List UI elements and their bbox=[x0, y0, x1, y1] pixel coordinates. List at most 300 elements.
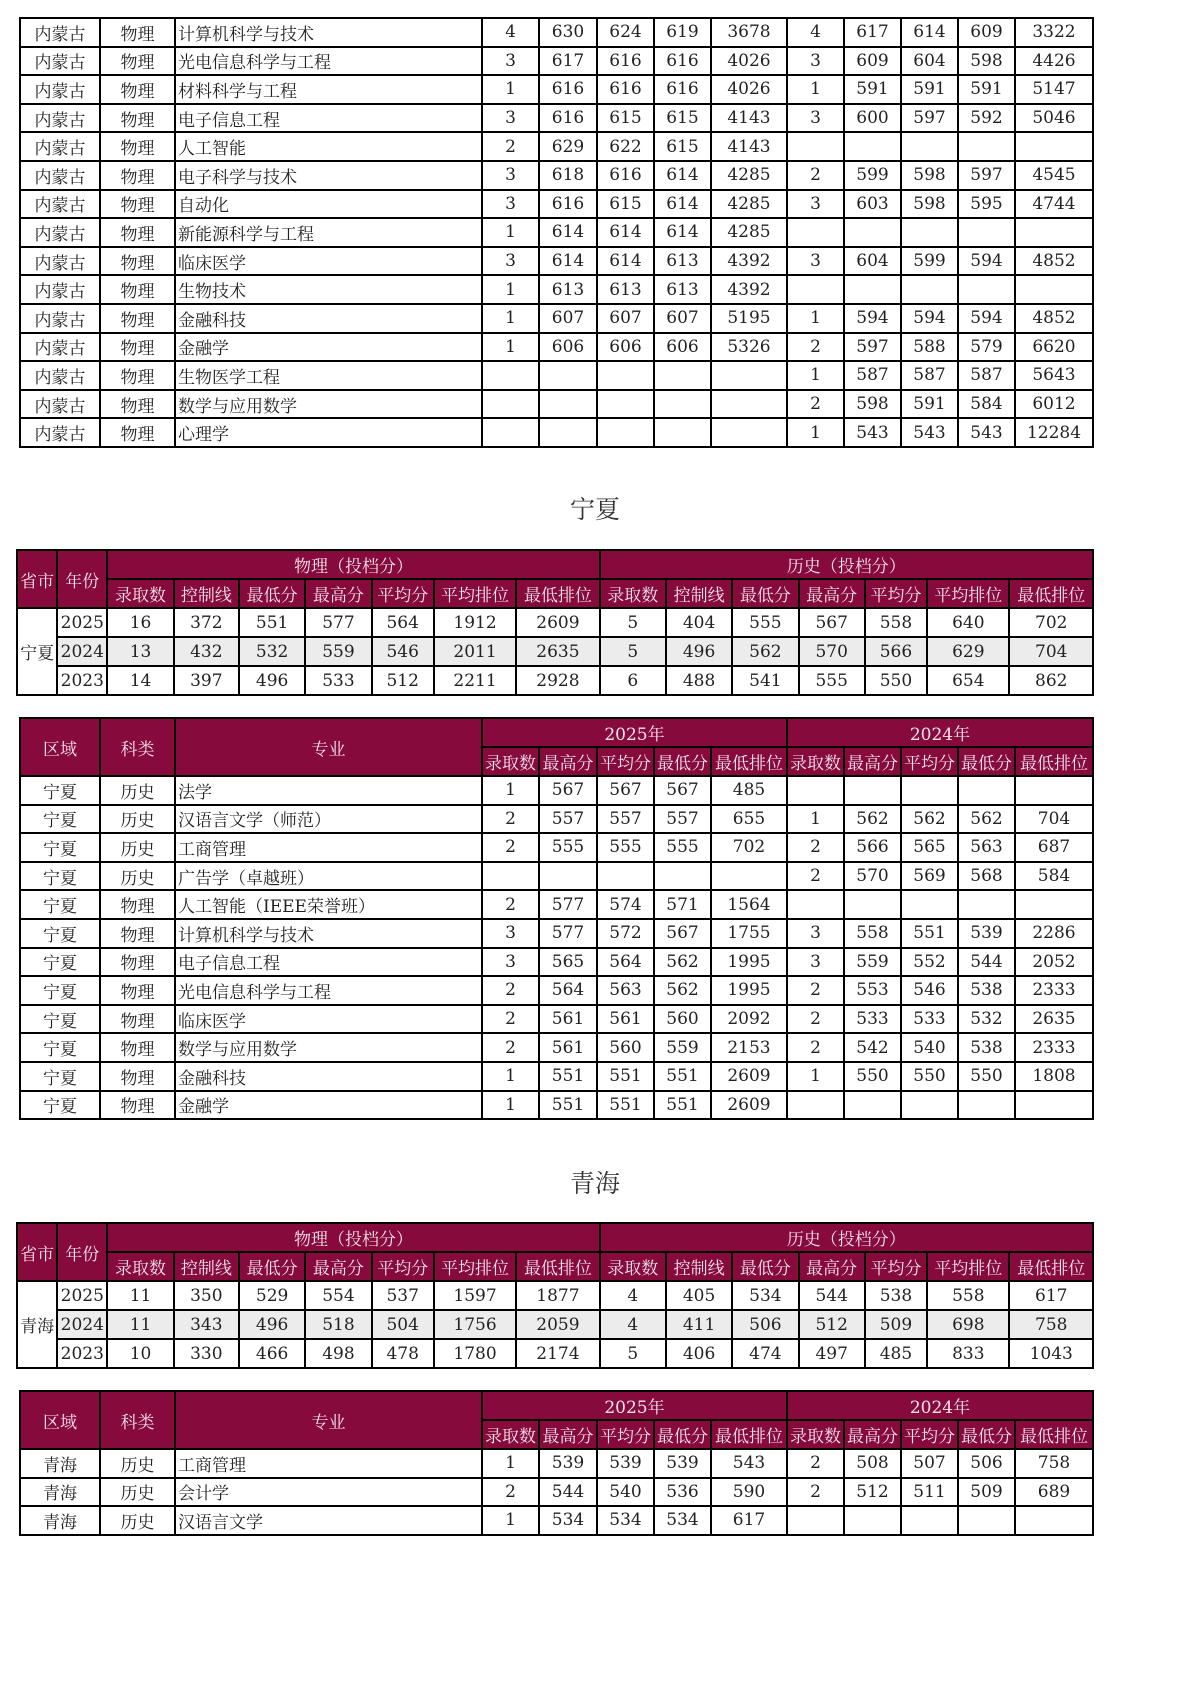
history-value-cell: 562 bbox=[732, 637, 798, 666]
category-cell: 物理 bbox=[100, 1033, 175, 1062]
header-region: 区域 bbox=[20, 1391, 100, 1449]
value-cell: 2 bbox=[482, 132, 539, 161]
value-cell: 574 bbox=[597, 890, 654, 919]
value-cell: 562 bbox=[958, 805, 1015, 834]
major-cell: 电子科学与技术 bbox=[175, 161, 482, 190]
value-cell: 1 bbox=[482, 333, 539, 362]
value-cell bbox=[901, 132, 958, 161]
value-cell: 2 bbox=[482, 833, 539, 862]
major-cell: 汉语言文学 bbox=[175, 1506, 482, 1535]
value-cell: 555 bbox=[654, 833, 711, 862]
value-cell: 2 bbox=[787, 333, 844, 362]
physics-value-cell: 1912 bbox=[434, 608, 516, 637]
category-cell: 物理 bbox=[100, 132, 175, 161]
value-cell: 551 bbox=[597, 1091, 654, 1120]
table-row bbox=[20, 18, 1093, 47]
value-cell bbox=[844, 1506, 901, 1535]
value-cell bbox=[711, 862, 787, 891]
value-cell: 540 bbox=[597, 1478, 654, 1507]
subheader-cell: 录取数 bbox=[482, 747, 539, 776]
region-cell: 青海 bbox=[20, 1478, 100, 1507]
value-cell: 1 bbox=[482, 275, 539, 304]
value-cell bbox=[901, 1506, 958, 1535]
value-cell: 1 bbox=[482, 304, 539, 333]
value-cell: 539 bbox=[539, 1449, 597, 1478]
value-cell bbox=[844, 776, 901, 805]
value-cell: 558 bbox=[844, 919, 901, 948]
qinghai-summary-table bbox=[16, 1222, 1094, 1369]
value-cell: 616 bbox=[654, 75, 711, 104]
value-cell: 567 bbox=[654, 919, 711, 948]
value-cell: 594 bbox=[901, 304, 958, 333]
history-value-cell: 862 bbox=[1009, 666, 1093, 695]
value-cell bbox=[844, 132, 901, 161]
header-physics-group: 物理（投档分） bbox=[107, 550, 599, 579]
header-year: 年份 bbox=[57, 1223, 107, 1281]
category-cell: 历史 bbox=[100, 1478, 175, 1507]
ningxia-majors-table bbox=[19, 717, 1094, 1120]
subheader-cell: 最低分 bbox=[958, 1420, 1015, 1449]
value-cell: 4392 bbox=[711, 275, 787, 304]
table-row bbox=[17, 1310, 1093, 1339]
value-cell: 617 bbox=[711, 1506, 787, 1535]
value-cell: 597 bbox=[901, 104, 958, 133]
value-cell: 613 bbox=[654, 247, 711, 276]
history-value-cell: 704 bbox=[1009, 637, 1093, 666]
subheader-cell: 平均分 bbox=[372, 1252, 434, 1281]
year-cell: 2023 bbox=[57, 1339, 107, 1368]
value-cell bbox=[901, 275, 958, 304]
region-cell: 内蒙古 bbox=[20, 361, 100, 390]
region-cell: 宁夏 bbox=[20, 776, 100, 805]
value-cell: 607 bbox=[597, 304, 654, 333]
value-cell: 533 bbox=[901, 1005, 958, 1034]
value-cell: 551 bbox=[597, 1062, 654, 1091]
subheader-cell: 最低排位 bbox=[1009, 1252, 1093, 1281]
history-value-cell: 550 bbox=[865, 666, 927, 695]
value-cell: 587 bbox=[901, 361, 958, 390]
value-cell bbox=[958, 218, 1015, 247]
subheader-cell: 最低排位 bbox=[1015, 1420, 1093, 1449]
value-cell bbox=[597, 418, 654, 447]
table-row bbox=[17, 1281, 1093, 1310]
value-cell: 562 bbox=[901, 805, 958, 834]
value-cell: 607 bbox=[654, 304, 711, 333]
value-cell bbox=[844, 218, 901, 247]
history-value-cell: 566 bbox=[865, 637, 927, 666]
province-cell: 青海 bbox=[17, 1281, 57, 1368]
header-physics-group: 物理（投档分） bbox=[107, 1223, 599, 1252]
value-cell: 544 bbox=[539, 1478, 597, 1507]
value-cell: 594 bbox=[958, 247, 1015, 276]
value-cell: 567 bbox=[539, 776, 597, 805]
value-cell: 2092 bbox=[711, 1005, 787, 1034]
value-cell: 1 bbox=[482, 776, 539, 805]
category-cell: 物理 bbox=[100, 361, 175, 390]
value-cell bbox=[539, 361, 597, 390]
value-cell: 702 bbox=[711, 833, 787, 862]
major-cell: 材料科学与工程 bbox=[175, 75, 482, 104]
history-value-cell: 405 bbox=[666, 1281, 732, 1310]
physics-value-cell: 2609 bbox=[516, 608, 599, 637]
value-cell: 1 bbox=[482, 218, 539, 247]
value-cell: 539 bbox=[597, 1449, 654, 1478]
subheader-cell: 平均分 bbox=[597, 747, 654, 776]
value-cell: 607 bbox=[539, 304, 597, 333]
value-cell bbox=[654, 361, 711, 390]
category-cell: 物理 bbox=[100, 18, 175, 47]
value-cell: 512 bbox=[844, 1478, 901, 1507]
table-row bbox=[20, 1005, 1093, 1034]
major-cell: 人工智能 bbox=[175, 132, 482, 161]
major-cell: 工商管理 bbox=[175, 1449, 482, 1478]
value-cell: 5147 bbox=[1015, 75, 1093, 104]
value-cell: 3 bbox=[787, 190, 844, 219]
subheader-cell: 最低分 bbox=[958, 747, 1015, 776]
value-cell: 561 bbox=[597, 1005, 654, 1034]
value-cell: 3 bbox=[482, 47, 539, 76]
value-cell: 614 bbox=[901, 18, 958, 47]
history-value-cell: 629 bbox=[927, 637, 1009, 666]
region-cell: 青海 bbox=[20, 1506, 100, 1535]
value-cell: 2 bbox=[482, 1005, 539, 1034]
value-cell: 4 bbox=[787, 18, 844, 47]
region-cell: 内蒙古 bbox=[20, 132, 100, 161]
value-cell: 597 bbox=[958, 161, 1015, 190]
category-cell: 物理 bbox=[100, 1091, 175, 1120]
value-cell: 4285 bbox=[711, 218, 787, 247]
physics-value-cell: 466 bbox=[239, 1339, 305, 1368]
value-cell: 604 bbox=[844, 247, 901, 276]
history-value-cell: 833 bbox=[927, 1339, 1009, 1368]
value-cell bbox=[787, 218, 844, 247]
value-cell bbox=[958, 1091, 1015, 1120]
subheader-cell: 录取数 bbox=[787, 747, 844, 776]
value-cell: 629 bbox=[539, 132, 597, 161]
physics-value-cell: 16 bbox=[107, 608, 173, 637]
value-cell bbox=[901, 218, 958, 247]
history-value-cell: 404 bbox=[666, 608, 732, 637]
table-row bbox=[20, 75, 1093, 104]
history-value-cell: 411 bbox=[666, 1310, 732, 1339]
value-cell: 2609 bbox=[711, 1091, 787, 1120]
physics-value-cell: 496 bbox=[239, 666, 305, 695]
value-cell: 606 bbox=[539, 333, 597, 362]
value-cell: 542 bbox=[844, 1033, 901, 1062]
value-cell: 613 bbox=[539, 275, 597, 304]
subheader-cell: 平均分 bbox=[865, 1252, 927, 1281]
value-cell: 2 bbox=[787, 390, 844, 419]
header-region: 区域 bbox=[20, 718, 100, 776]
value-cell bbox=[539, 390, 597, 419]
category-cell: 物理 bbox=[100, 890, 175, 919]
value-cell: 603 bbox=[844, 190, 901, 219]
table-row bbox=[20, 1506, 1093, 1535]
value-cell: 5046 bbox=[1015, 104, 1093, 133]
category-cell: 历史 bbox=[100, 1449, 175, 1478]
value-cell: 550 bbox=[958, 1062, 1015, 1091]
value-cell: 534 bbox=[539, 1506, 597, 1535]
value-cell bbox=[711, 418, 787, 447]
major-cell: 金融科技 bbox=[175, 1062, 482, 1091]
subheader-cell: 录取数 bbox=[600, 579, 666, 608]
history-value-cell: 5 bbox=[600, 1339, 666, 1368]
value-cell: 687 bbox=[1015, 833, 1093, 862]
physics-value-cell: 1597 bbox=[434, 1281, 516, 1310]
physics-value-cell: 1877 bbox=[516, 1281, 599, 1310]
history-value-cell: 541 bbox=[732, 666, 798, 695]
header-category: 科类 bbox=[100, 718, 175, 776]
value-cell bbox=[1015, 132, 1093, 161]
value-cell: 609 bbox=[958, 18, 1015, 47]
value-cell: 600 bbox=[844, 104, 901, 133]
value-cell: 2 bbox=[482, 1033, 539, 1062]
major-cell: 新能源科学与工程 bbox=[175, 218, 482, 247]
history-value-cell: 570 bbox=[799, 637, 865, 666]
value-cell: 588 bbox=[901, 333, 958, 362]
header-year-2024: 2024年 bbox=[787, 718, 1093, 747]
table-row bbox=[20, 161, 1093, 190]
region-cell: 青海 bbox=[20, 1449, 100, 1478]
value-cell: 506 bbox=[958, 1449, 1015, 1478]
value-cell: 3 bbox=[482, 948, 539, 977]
subheader-cell: 控制线 bbox=[666, 1252, 732, 1281]
value-cell: 3 bbox=[482, 104, 539, 133]
value-cell: 563 bbox=[958, 833, 1015, 862]
value-cell: 2286 bbox=[1015, 919, 1093, 948]
subheader-cell: 控制线 bbox=[666, 579, 732, 608]
value-cell: 553 bbox=[844, 976, 901, 1005]
subheader-cell: 平均分 bbox=[901, 747, 958, 776]
physics-value-cell: 13 bbox=[107, 637, 173, 666]
value-cell bbox=[482, 390, 539, 419]
history-value-cell: 497 bbox=[799, 1339, 865, 1368]
value-cell bbox=[1015, 275, 1093, 304]
value-cell: 577 bbox=[539, 890, 597, 919]
value-cell bbox=[787, 132, 844, 161]
ningxia-summary-table bbox=[16, 549, 1094, 696]
value-cell: 4852 bbox=[1015, 247, 1093, 276]
table-row bbox=[20, 1062, 1093, 1091]
value-cell: 2 bbox=[787, 862, 844, 891]
value-cell: 534 bbox=[597, 1506, 654, 1535]
value-cell: 551 bbox=[654, 1062, 711, 1091]
value-cell: 615 bbox=[597, 190, 654, 219]
value-cell: 2609 bbox=[711, 1062, 787, 1091]
physics-value-cell: 533 bbox=[305, 666, 371, 695]
value-cell: 551 bbox=[901, 919, 958, 948]
table-row bbox=[17, 637, 1093, 666]
value-cell: 569 bbox=[901, 862, 958, 891]
value-cell: 1755 bbox=[711, 919, 787, 948]
year-cell: 2025 bbox=[57, 608, 107, 637]
category-cell: 历史 bbox=[100, 862, 175, 891]
subheader-cell: 最低排位 bbox=[711, 747, 787, 776]
value-cell bbox=[654, 418, 711, 447]
value-cell: 2 bbox=[482, 976, 539, 1005]
value-cell bbox=[597, 361, 654, 390]
history-value-cell: 488 bbox=[666, 666, 732, 695]
physics-value-cell: 504 bbox=[372, 1310, 434, 1339]
value-cell: 1 bbox=[482, 75, 539, 104]
table-row bbox=[20, 805, 1093, 834]
value-cell: 614 bbox=[539, 218, 597, 247]
major-cell: 生物医学工程 bbox=[175, 361, 482, 390]
value-cell bbox=[901, 776, 958, 805]
value-cell: 2333 bbox=[1015, 976, 1093, 1005]
physics-value-cell: 372 bbox=[174, 608, 239, 637]
subheader-cell: 最低排位 bbox=[1015, 747, 1093, 776]
physics-value-cell: 2928 bbox=[516, 666, 599, 695]
category-cell: 物理 bbox=[100, 919, 175, 948]
value-cell bbox=[844, 890, 901, 919]
table-row bbox=[20, 275, 1093, 304]
subheader-cell: 最低分 bbox=[239, 1252, 305, 1281]
value-cell: 591 bbox=[844, 75, 901, 104]
history-value-cell: 4 bbox=[600, 1281, 666, 1310]
value-cell: 591 bbox=[958, 75, 1015, 104]
history-value-cell: 555 bbox=[799, 666, 865, 695]
value-cell: 571 bbox=[654, 890, 711, 919]
subheader-cell: 最低分 bbox=[732, 579, 798, 608]
value-cell bbox=[482, 418, 539, 447]
value-cell: 584 bbox=[958, 390, 1015, 419]
value-cell bbox=[597, 862, 654, 891]
major-cell: 金融科技 bbox=[175, 304, 482, 333]
table-row bbox=[20, 361, 1093, 390]
table-row bbox=[20, 390, 1093, 419]
value-cell: 551 bbox=[539, 1091, 597, 1120]
table-row bbox=[20, 976, 1093, 1005]
header-history-group: 历史（投档分） bbox=[600, 550, 1093, 579]
table-row bbox=[20, 104, 1093, 133]
value-cell: 546 bbox=[901, 976, 958, 1005]
value-cell: 560 bbox=[597, 1033, 654, 1062]
physics-value-cell: 2174 bbox=[516, 1339, 599, 1368]
header-history-group: 历史（投档分） bbox=[600, 1223, 1093, 1252]
value-cell: 689 bbox=[1015, 1478, 1093, 1507]
history-value-cell: 698 bbox=[927, 1310, 1009, 1339]
value-cell: 4143 bbox=[711, 104, 787, 133]
subheader-cell: 最低分 bbox=[732, 1252, 798, 1281]
value-cell: 1 bbox=[482, 1091, 539, 1120]
physics-value-cell: 11 bbox=[107, 1281, 173, 1310]
category-cell: 物理 bbox=[100, 247, 175, 276]
value-cell: 560 bbox=[654, 1005, 711, 1034]
value-cell: 1 bbox=[787, 75, 844, 104]
value-cell: 565 bbox=[901, 833, 958, 862]
value-cell: 604 bbox=[901, 47, 958, 76]
physics-value-cell: 577 bbox=[305, 608, 371, 637]
subheader-cell: 最低排位 bbox=[1009, 579, 1093, 608]
value-cell: 550 bbox=[901, 1062, 958, 1091]
value-cell: 2 bbox=[787, 1478, 844, 1507]
region-cell: 内蒙古 bbox=[20, 275, 100, 304]
value-cell: 4 bbox=[482, 18, 539, 47]
value-cell: 543 bbox=[958, 418, 1015, 447]
value-cell: 598 bbox=[958, 47, 1015, 76]
history-value-cell: 567 bbox=[799, 608, 865, 637]
history-value-cell: 544 bbox=[799, 1281, 865, 1310]
value-cell bbox=[844, 275, 901, 304]
value-cell: 561 bbox=[539, 1005, 597, 1034]
value-cell: 5326 bbox=[711, 333, 787, 362]
value-cell: 618 bbox=[539, 161, 597, 190]
value-cell: 3 bbox=[787, 47, 844, 76]
history-value-cell: 512 bbox=[799, 1310, 865, 1339]
physics-value-cell: 11 bbox=[107, 1310, 173, 1339]
value-cell: 3 bbox=[482, 190, 539, 219]
value-cell bbox=[901, 890, 958, 919]
value-cell: 758 bbox=[1015, 1449, 1093, 1478]
value-cell: 3 bbox=[787, 919, 844, 948]
value-cell: 509 bbox=[958, 1478, 1015, 1507]
history-value-cell: 555 bbox=[732, 608, 798, 637]
value-cell bbox=[711, 361, 787, 390]
header-year-2025: 2025年 bbox=[482, 718, 787, 747]
value-cell: 616 bbox=[539, 190, 597, 219]
category-cell: 物理 bbox=[100, 1062, 175, 1091]
value-cell bbox=[1015, 890, 1093, 919]
value-cell: 3 bbox=[482, 161, 539, 190]
category-cell: 历史 bbox=[100, 805, 175, 834]
value-cell: 597 bbox=[844, 333, 901, 362]
value-cell: 614 bbox=[539, 247, 597, 276]
value-cell: 552 bbox=[901, 948, 958, 977]
value-cell: 590 bbox=[711, 1478, 787, 1507]
value-cell: 5195 bbox=[711, 304, 787, 333]
value-cell: 614 bbox=[654, 190, 711, 219]
value-cell: 3 bbox=[482, 919, 539, 948]
major-cell: 电子信息工程 bbox=[175, 104, 482, 133]
value-cell: 617 bbox=[539, 47, 597, 76]
region-cell: 宁夏 bbox=[20, 976, 100, 1005]
region-cell: 内蒙古 bbox=[20, 304, 100, 333]
value-cell: 616 bbox=[539, 104, 597, 133]
physics-value-cell: 478 bbox=[372, 1339, 434, 1368]
subheader-cell: 平均分 bbox=[597, 1420, 654, 1449]
value-cell: 543 bbox=[844, 418, 901, 447]
value-cell: 564 bbox=[539, 976, 597, 1005]
header-major: 专业 bbox=[175, 718, 482, 776]
physics-value-cell: 2011 bbox=[434, 637, 516, 666]
value-cell: 557 bbox=[539, 805, 597, 834]
physics-value-cell: 2635 bbox=[516, 637, 599, 666]
history-value-cell: 6 bbox=[600, 666, 666, 695]
value-cell: 4426 bbox=[1015, 47, 1093, 76]
major-cell: 法学 bbox=[175, 776, 482, 805]
table-row bbox=[20, 1091, 1093, 1120]
value-cell: 614 bbox=[654, 218, 711, 247]
region-cell: 宁夏 bbox=[20, 805, 100, 834]
value-cell: 6012 bbox=[1015, 390, 1093, 419]
value-cell: 551 bbox=[654, 1091, 711, 1120]
year-cell: 2024 bbox=[57, 637, 107, 666]
value-cell: 3678 bbox=[711, 18, 787, 47]
history-value-cell: 558 bbox=[927, 1281, 1009, 1310]
value-cell: 2 bbox=[787, 976, 844, 1005]
value-cell: 5643 bbox=[1015, 361, 1093, 390]
value-cell: 562 bbox=[654, 976, 711, 1005]
history-value-cell: 5 bbox=[600, 608, 666, 637]
value-cell: 555 bbox=[597, 833, 654, 862]
value-cell: 533 bbox=[844, 1005, 901, 1034]
history-value-cell: 485 bbox=[865, 1339, 927, 1368]
subheader-cell: 录取数 bbox=[482, 1420, 539, 1449]
value-cell: 584 bbox=[1015, 862, 1093, 891]
value-cell: 613 bbox=[597, 275, 654, 304]
region-cell: 宁夏 bbox=[20, 833, 100, 862]
